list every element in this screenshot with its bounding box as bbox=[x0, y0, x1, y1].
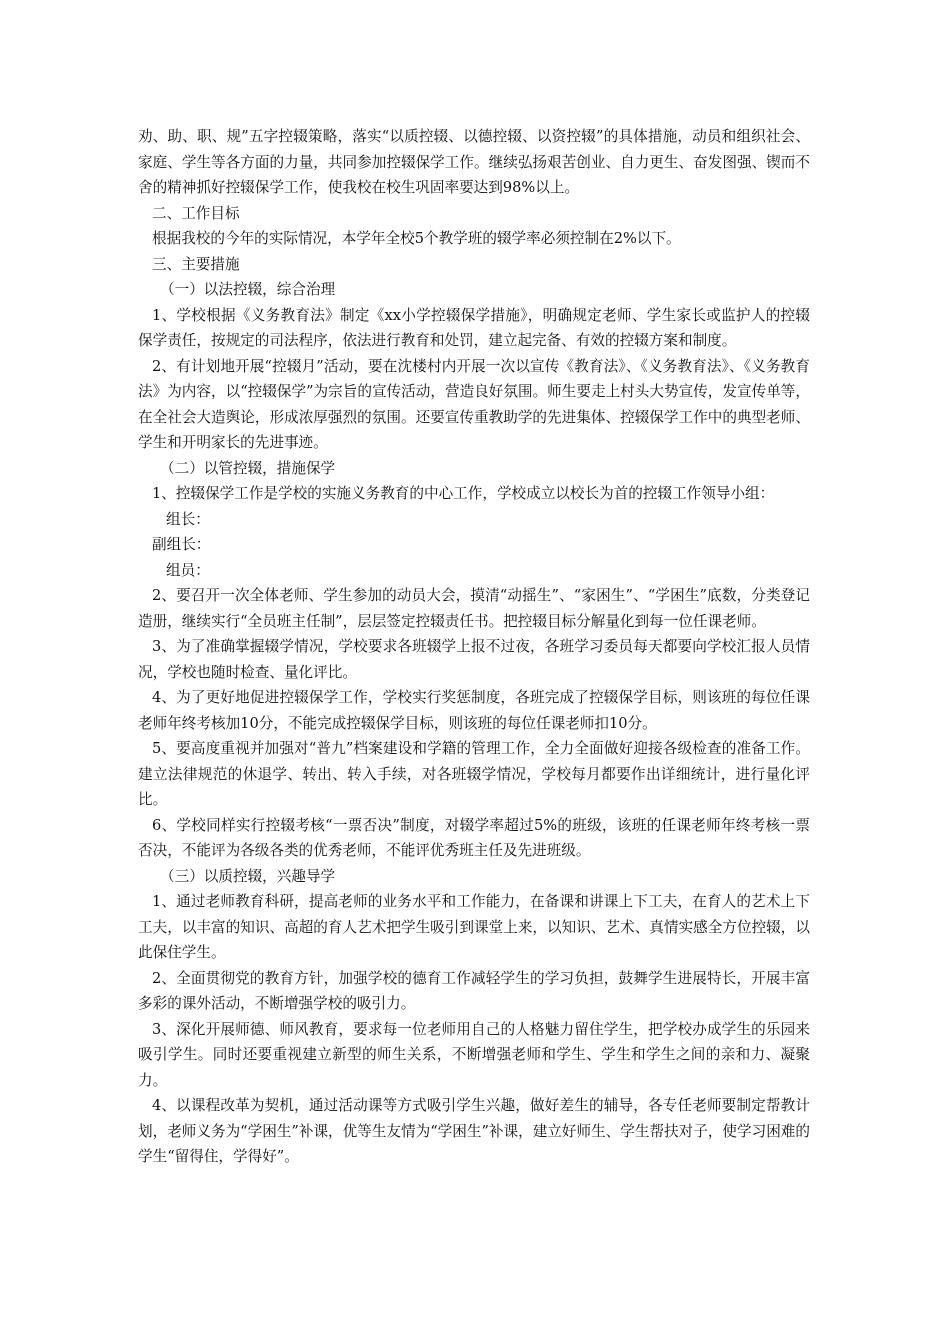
management-item-1: 1、控辍保学工作是学校的实施义务教育的中心工作，学校成立以校长为首的控辍工作领导小组： bbox=[152, 485, 775, 502]
deputy-leader-line: 副组长： bbox=[152, 536, 211, 553]
section-heading-goals: 二、工作目标 bbox=[152, 204, 240, 222]
management-item-5: 5、要高度重视并加强对“普九”档案建设和学籍的管理工作，全力全面做好迎接各级检查的准备工作。建立法律规范的休退学、转出、转入手续，对各班辍学情况，学校每月都要作出详细统计，进行量化评比。 bbox=[138, 740, 810, 808]
management-item-2: 2、要召开一次全体老师、学生参加的动员大会，摸清“动摇生”、“家困生”、“学困生”底数，分类登记造册，继续实行“全员班主任制”，层层签定控辍责任书。把控辍目标分解量化到每一位任课老师。 bbox=[138, 587, 810, 630]
document-body bbox=[138, 124, 810, 1170]
management-item-6: 6、学校同样实行控辍考核“一票否决”制度，对辍学率超过5%的班级，该班的任课老师年终考核一票否决，不能评为各级各类的优秀老师，不能评优秀班主任及先进班级。 bbox=[138, 816, 810, 859]
group-leader-line: 组长： bbox=[166, 510, 210, 528]
quality-item-2: 2、全面贯彻党的教育方针，加强学校的德育工作减轻学生的学习负担，鼓舞学生进展特长，开展丰富多彩的课外活动，不断增强学校的吸引力。 bbox=[138, 969, 810, 1012]
law-item-2: 2、有计划地开展“控辍月”活动，要在沈楼村内开展一次以宣传《教育法》、《义务教育法》、《义务教育法》为内容，以“控辍保学”为宗旨的宣传活动，营造良好氛围。师生要走上村头大势宣传，发宣传单等，在全社会大造舆论，形成浓厚强烈的氛围。还要宣传重教助学的先进集体、控辍保学工作中的典型老师、学生和开明家长的先进事迹。 bbox=[138, 357, 810, 451]
quality-item-3: 3、深化开展师德、师风教育，要求每一位老师用自己的人格魅力留住学生，把学校办成学生的乐园来吸引学生。同时还要重视建立新型的师生关系，不断增强老师和学生、学生和学生之间的亲和力、凝聚力。 bbox=[138, 1020, 810, 1089]
management-item-3: 3、为了准确掌握辍学情况，学校要求各班辍学上报不过夜，各班学习委员每天都要向学校汇报人员情况，学校也随时检查、量化评比。 bbox=[138, 638, 810, 681]
subsection-heading-management: （二）以管控辍，措施保学 bbox=[160, 459, 336, 477]
subsection-heading-law: （一）以法控辍，综合治理 bbox=[160, 281, 336, 298]
quality-item-4: 4、以课程改革为契机，通过活动课等方式吸引学生兴趣，做好差生的辅导，各专任老师要制定帮教计划，老师义务为“学困生”补课，优等生友情为“学困生”补课，建立好师生、学生帮扶对子，使学习困难的学生“留得住，学得好”。 bbox=[138, 1097, 810, 1165]
law-item-1: 1、学校根据《义务教育法》制定《xx小学控辍保学措施》，明确规定老师、学生家长或监护人的控辍保学责任，按规定的司法程序，依法进行教育和处罚，建立起完备、有效的控辍方案和制度。 bbox=[138, 306, 810, 349]
subsection-heading-quality: （三）以质控辍，兴趣导学 bbox=[160, 867, 336, 885]
management-item-4: 4、为了更好地促进控辍保学工作，学校实行奖惩制度，各班完成了控辍保学目标，则该班的每位任课老师年终考核加10分，不能完成控辍保学目标，则该班的每位任课老师扣10分。 bbox=[138, 689, 810, 732]
quality-item-1: 1、通过老师教育科研，提高老师的业务水平和工作能力，在备课和讲课上下工夫，在育人的艺术上下工夫，以丰富的知识、高超的育人艺术把学生吸引到课堂上来，以知识、艺术、真情实感全方位控辍，以此保住学生。 bbox=[138, 893, 810, 961]
section-heading-measures: 三、主要措施 bbox=[152, 255, 240, 273]
intro-paragraph: 劝、助、职、规”五字控辍策略，落实“以质控辍、以德控辍、以资控辍”的具体措施，动员和组织社会、家庭、学生等各方面的力量，共同参加控辍保学工作。继续弘扬艰苦创业、自力更生、奋发图强、锲而不舍的精神抓好控辍保学工作，使我校在校生巩固率要达到98%以上。 bbox=[138, 128, 810, 196]
goals-paragraph: 根据我校的今年的实际情况，本学年全校5个教学班的辍学率必须控制在2%以下。 bbox=[152, 230, 681, 247]
group-members-line: 组员： bbox=[166, 561, 210, 579]
